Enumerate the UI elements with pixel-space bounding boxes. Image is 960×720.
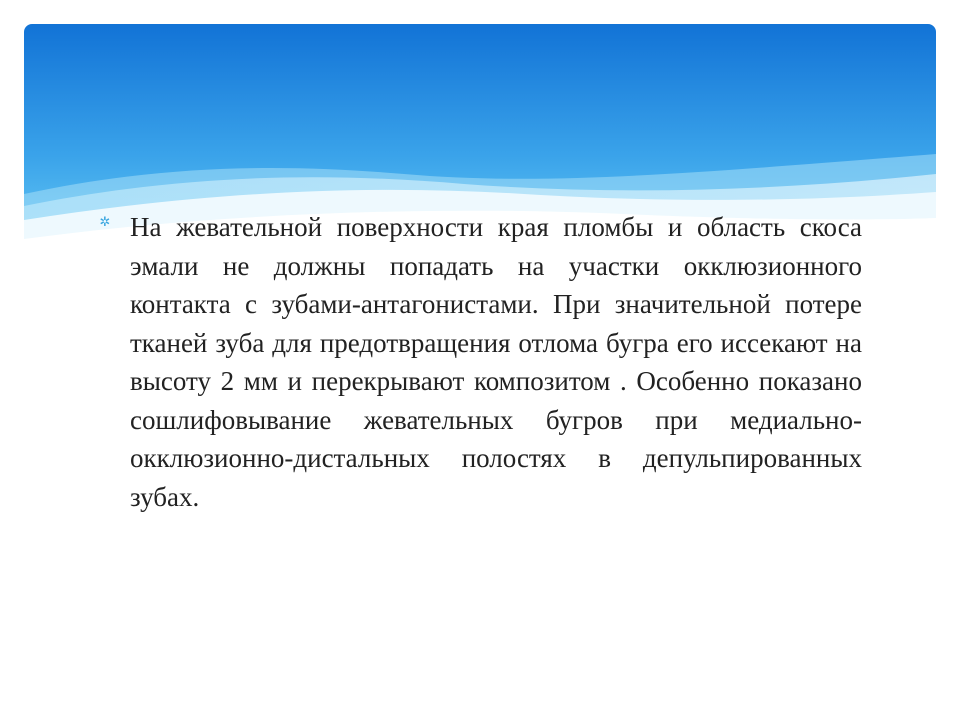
bullet-text: На жевательной поверхности края пломбы и область скоса эмали не должны попадать на участки окклюзионного контакта с зубами-антагонистами. При значительной потере тканей зуба для предотвращения отлома бугра его иссекают на высоту 2 мм и перекрывают композитом . Особенно показано сошлифовывание жевательных бугров при медиально-окклюзионно-дистальных полостях в депульпированных зубах.: [130, 212, 862, 512]
bullet-item: [98, 208, 862, 516]
asterisk-bullet-icon: ✲: [99, 215, 111, 230]
